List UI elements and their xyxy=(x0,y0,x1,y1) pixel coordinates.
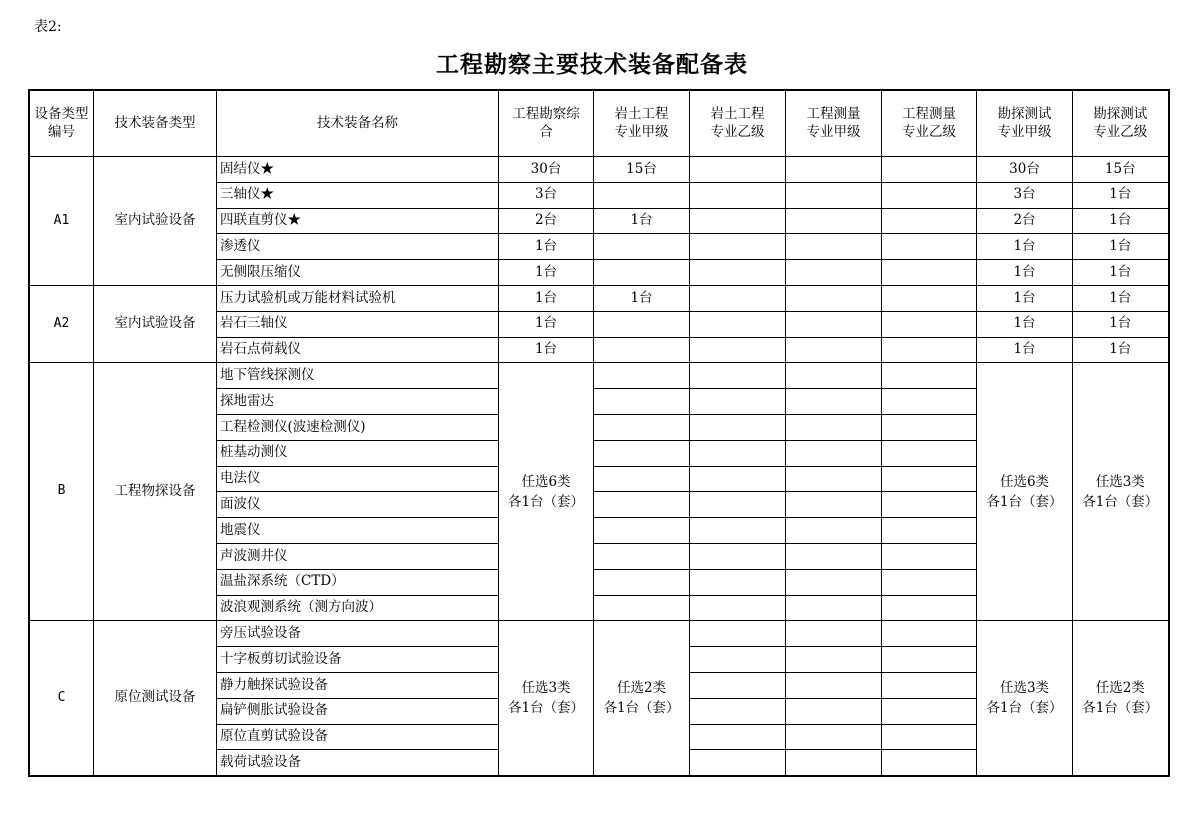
requirement-cell xyxy=(786,414,882,440)
requirement-cell: 30台 xyxy=(499,157,594,183)
requirement-cell xyxy=(690,647,786,673)
requirement-cell: 1台 xyxy=(594,285,690,311)
requirement-cell xyxy=(882,569,977,595)
requirement-cell: 1台 xyxy=(977,337,1073,363)
requirement-cell: 3台 xyxy=(499,182,594,208)
requirement-cell: 1台 xyxy=(1073,260,1169,286)
requirement-cell xyxy=(882,724,977,750)
equipment-name: 固结仪★ xyxy=(217,157,499,183)
requirement-cell xyxy=(882,518,977,544)
requirement-cell xyxy=(882,492,977,518)
requirement-cell xyxy=(882,157,977,183)
equipment-name: 探地雷达 xyxy=(217,389,499,415)
requirement-cell xyxy=(786,182,882,208)
header-col: 岩土工程专业乙级 xyxy=(690,90,786,157)
equipment-type: 室内试验设备 xyxy=(94,157,217,286)
header-col: 工程测量专业甲级 xyxy=(786,90,882,157)
equipment-name: 渗透仪 xyxy=(217,234,499,260)
equipment-table xyxy=(28,89,1170,777)
merged-requirement-cell: 任选3类 各1台（套） xyxy=(1073,363,1169,621)
header-col: 工程勘察综合 xyxy=(499,90,594,157)
requirement-cell: 30台 xyxy=(977,157,1073,183)
requirement-cell xyxy=(690,595,786,621)
requirement-cell xyxy=(690,543,786,569)
header-col: 工程测量专业乙级 xyxy=(882,90,977,157)
requirement-cell xyxy=(690,389,786,415)
requirement-cell xyxy=(786,363,882,389)
requirement-cell xyxy=(690,492,786,518)
requirement-cell xyxy=(690,698,786,724)
requirement-cell xyxy=(690,440,786,466)
equipment-name: 岩石点荷载仪 xyxy=(217,337,499,363)
requirement-cell xyxy=(882,543,977,569)
table-row xyxy=(29,621,1169,647)
requirement-cell xyxy=(786,389,882,415)
requirement-cell xyxy=(882,363,977,389)
equipment-name: 声波测井仪 xyxy=(217,543,499,569)
requirement-cell: 1台 xyxy=(499,337,594,363)
merged-requirement-cell: 任选3类 各1台（套） xyxy=(499,621,594,776)
requirement-cell: 1台 xyxy=(977,234,1073,260)
equipment-code: A2 xyxy=(29,285,94,362)
requirement-cell xyxy=(882,750,977,776)
requirement-cell xyxy=(690,157,786,183)
equipment-name: 原位直剪试验设备 xyxy=(217,724,499,750)
requirement-cell xyxy=(786,285,882,311)
requirement-cell xyxy=(882,182,977,208)
requirement-cell: 1台 xyxy=(1073,208,1169,234)
requirement-cell: 1台 xyxy=(594,208,690,234)
requirement-cell xyxy=(882,337,977,363)
header-col: 岩土工程专业甲级 xyxy=(594,90,690,157)
equipment-name: 载荷试验设备 xyxy=(217,750,499,776)
table-caption: 表2: xyxy=(34,19,62,35)
requirement-cell xyxy=(690,518,786,544)
requirement-cell: 1台 xyxy=(1073,234,1169,260)
requirement-cell: 1台 xyxy=(499,311,594,337)
table-row xyxy=(29,157,1169,183)
requirement-cell xyxy=(882,672,977,698)
equipment-name: 十字板剪切试验设备 xyxy=(217,647,499,673)
equipment-name: 地下管线探测仪 xyxy=(217,363,499,389)
requirement-cell xyxy=(690,285,786,311)
header-name: 技术装备名称 xyxy=(217,90,499,157)
equipment-name: 三轴仪★ xyxy=(217,182,499,208)
requirement-cell xyxy=(594,182,690,208)
requirement-cell xyxy=(786,260,882,286)
requirement-cell xyxy=(690,724,786,750)
requirement-cell xyxy=(594,466,690,492)
requirement-cell: 1台 xyxy=(977,311,1073,337)
requirement-cell xyxy=(594,440,690,466)
requirement-cell xyxy=(690,363,786,389)
requirement-cell xyxy=(882,595,977,621)
requirement-cell xyxy=(690,672,786,698)
requirement-cell xyxy=(882,208,977,234)
equipment-name: 无侧限压缩仪 xyxy=(217,260,499,286)
requirement-cell xyxy=(786,595,882,621)
requirement-cell: 15台 xyxy=(594,157,690,183)
requirement-cell xyxy=(882,621,977,647)
requirement-cell: 1台 xyxy=(977,260,1073,286)
equipment-type: 室内试验设备 xyxy=(94,285,217,362)
requirement-cell xyxy=(690,414,786,440)
equipment-name: 电法仪 xyxy=(217,466,499,492)
merged-requirement-cell: 任选6类 各1台（套） xyxy=(499,363,594,621)
requirement-cell xyxy=(786,724,882,750)
requirement-cell xyxy=(594,543,690,569)
requirement-cell xyxy=(882,647,977,673)
requirement-cell xyxy=(594,569,690,595)
equipment-name: 四联直剪仪★ xyxy=(217,208,499,234)
requirement-cell xyxy=(786,337,882,363)
equipment-code: B xyxy=(29,363,94,621)
requirement-cell xyxy=(690,234,786,260)
requirement-cell: 2台 xyxy=(499,208,594,234)
equipment-type: 工程物探设备 xyxy=(94,363,217,621)
requirement-cell xyxy=(786,543,882,569)
requirement-cell xyxy=(882,440,977,466)
requirement-cell: 1台 xyxy=(1073,182,1169,208)
requirement-cell xyxy=(786,621,882,647)
requirement-cell xyxy=(786,672,882,698)
requirement-cell xyxy=(594,260,690,286)
requirement-cell xyxy=(786,234,882,260)
equipment-name: 面波仪 xyxy=(217,492,499,518)
requirement-cell: 1台 xyxy=(977,285,1073,311)
requirement-cell xyxy=(786,208,882,234)
equipment-name: 波浪观测系统（测方向波） xyxy=(217,595,499,621)
requirement-cell xyxy=(690,337,786,363)
equipment-name: 静力触探试验设备 xyxy=(217,672,499,698)
requirement-cell xyxy=(786,440,882,466)
requirement-cell xyxy=(882,234,977,260)
header-row xyxy=(29,90,1169,157)
requirement-cell xyxy=(786,466,882,492)
requirement-cell xyxy=(786,698,882,724)
requirement-cell xyxy=(882,698,977,724)
requirement-cell xyxy=(690,182,786,208)
requirement-cell xyxy=(786,311,882,337)
table-row xyxy=(29,363,1169,389)
requirement-cell: 1台 xyxy=(1073,285,1169,311)
requirement-cell xyxy=(690,311,786,337)
equipment-name: 地震仪 xyxy=(217,518,499,544)
requirement-cell xyxy=(690,466,786,492)
requirement-cell xyxy=(594,389,690,415)
requirement-cell xyxy=(594,595,690,621)
requirement-cell xyxy=(882,260,977,286)
equipment-name: 工程检测仪(波速检测仪) xyxy=(217,414,499,440)
header-col: 勘探测试专业甲级 xyxy=(977,90,1073,157)
requirement-cell: 15台 xyxy=(1073,157,1169,183)
requirement-cell xyxy=(882,414,977,440)
requirement-cell xyxy=(882,285,977,311)
equipment-name: 压力试验机或万能材料试验机 xyxy=(217,285,499,311)
requirement-cell: 2台 xyxy=(977,208,1073,234)
requirement-cell xyxy=(594,363,690,389)
merged-requirement-cell: 任选3类 各1台（套） xyxy=(977,621,1073,776)
equipment-code: C xyxy=(29,621,94,776)
equipment-type: 原位测试设备 xyxy=(94,621,217,776)
header-type: 技术装备类型 xyxy=(94,90,217,157)
merged-requirement-cell: 任选2类 各1台（套） xyxy=(594,621,690,776)
requirement-cell xyxy=(786,518,882,544)
requirement-cell: 1台 xyxy=(499,234,594,260)
merged-requirement-cell: 任选2类 各1台（套） xyxy=(1073,621,1169,776)
requirement-cell xyxy=(882,311,977,337)
equipment-name: 桩基动测仪 xyxy=(217,440,499,466)
equipment-name: 温盐深系统（CTD） xyxy=(217,569,499,595)
requirement-cell xyxy=(882,389,977,415)
requirement-cell xyxy=(690,260,786,286)
requirement-cell: 1台 xyxy=(499,285,594,311)
equipment-name: 岩石三轴仪 xyxy=(217,311,499,337)
requirement-cell xyxy=(690,569,786,595)
header-code: 设备类型编号 xyxy=(29,90,94,157)
requirement-cell xyxy=(690,208,786,234)
requirement-cell: 1台 xyxy=(499,260,594,286)
requirement-cell: 1台 xyxy=(1073,311,1169,337)
requirement-cell xyxy=(786,750,882,776)
requirement-cell xyxy=(594,414,690,440)
requirement-cell: 1台 xyxy=(1073,337,1169,363)
header-col: 勘探测试专业乙级 xyxy=(1073,90,1169,157)
requirement-cell xyxy=(690,621,786,647)
requirement-cell xyxy=(594,518,690,544)
requirement-cell xyxy=(882,466,977,492)
requirement-cell xyxy=(690,750,786,776)
requirement-cell: 3台 xyxy=(977,182,1073,208)
equipment-code: A1 xyxy=(29,157,94,286)
requirement-cell xyxy=(594,337,690,363)
requirement-cell xyxy=(594,492,690,518)
page-title: 工程勘察主要技术装备配备表 xyxy=(436,52,748,78)
requirement-cell xyxy=(594,311,690,337)
merged-requirement-cell: 任选6类 各1台（套） xyxy=(977,363,1073,621)
requirement-cell xyxy=(786,492,882,518)
requirement-cell xyxy=(786,647,882,673)
requirement-cell xyxy=(786,569,882,595)
table-row xyxy=(29,285,1169,311)
requirement-cell xyxy=(594,234,690,260)
equipment-name: 扁铲侧胀试验设备 xyxy=(217,698,499,724)
equipment-name: 旁压试验设备 xyxy=(217,621,499,647)
requirement-cell xyxy=(786,157,882,183)
